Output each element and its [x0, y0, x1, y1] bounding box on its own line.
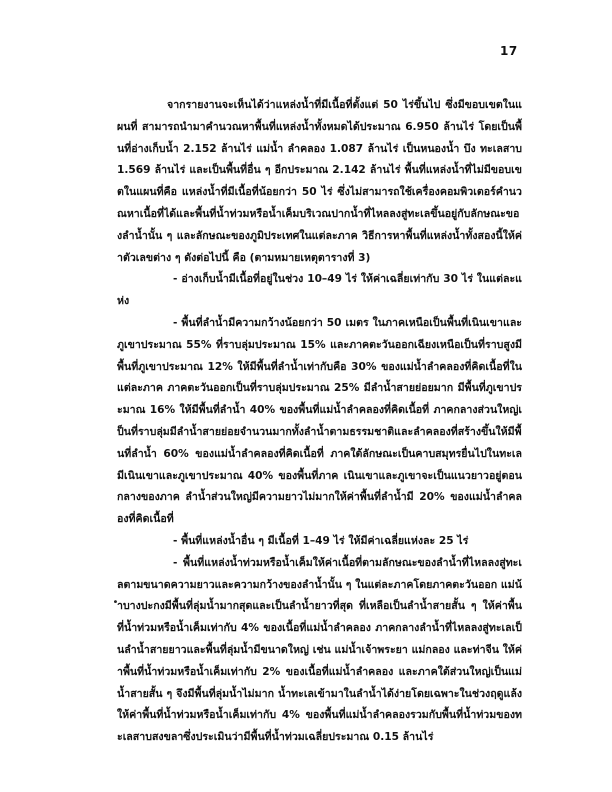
bullet-stream-area: - พื้นที่ลำน้ำมีความกว้างน้อยกว่า 50 เมตร ในภาคเหนือเป็นพื้นที่เนินเขาและภูเขาประมาณ 55% ที่ราบลุ่มประมาณ 15% และภาคตะวันออกเฉียงเหนือเป็นที่ราบสูงมีพื้นที่ภูเขาประมาณ 12% ให้มีพื้นที่ลำน้ำเท่ากับคือ 30% ของแม่น้ำลำคลองที่คิดเนื้อที่ในแต่ละภาค ภาคตะวันออกเป็นที่ราบลุ่มประมาณ 25% มีลำน้ำสายย่อยมาก มีพื้นที่ภูเขาประมาณ 16% ให้มีพื้นที่ลำน้ำ 40% ของพื้นที่แม่น้ำลำคลองที่คิดเนื้อที่ ภาคกลางส่วนใหญ่เป็นที่ราบลุ่มมีลำน้ำสายย่อยจำนวนมากทั้งลำน้ำตามธรรมชาติและลำคลองที่สร้างขึ้นให้มีพื้นที่ลำน้ำ 60% ของแม่น้ำลำคลองที่คิดเนื้อที่ ภาคใต้ลักษณะเป็นคาบสมุทรยื่นไปในทะเล มีเนินเขาและภูเขาประมาณ 40% ของพื้นที่ภาค เนินเขาและภูเขาจะเป็นแนวยาวอยู่ตอนกลางของภาค ลำน้ำส่วนใหญ่มีความยาวไม่มากให้ค่าพื้นที่ลำน้ำมี 20% ของแม่น้ำลำคลองที่คิดเนื้อที่ — [117, 316, 522, 526]
paragraph-summary: จากรายงานจะเห็นได้ว่าแหล่งน้ำที่มีเนื้อที่ตั้งแต่ 50 ไร่ขึ้นไป ซึ่งมีขอบเขตในแผนที่ สามารถนำมาคำนวณหาพื้นที่แหล่งน้ำทั้งหมดได้ประมาณ 6.950 ล้านไร่ โดยเป็นพื้นที่อ่างเก็บน้ำ 2.152 ล้านไร่ แม่น้ำ ลำคลอง 1.087 ล้านไร่ เป็นหนองน้ำ บึง ทะเลสาบ 1.569 ล้านไร่ และเป็นพื้นที่อื่น ๆ อีกประมาณ 2.142 ล้านไร่ พื้นที่แหล่งน้ำที่ไม่มีขอบเขตในแผนที่คือ แหล่งน้ำที่มีเนื้อที่น้อยกว่า 50 ไร่ ซึ่งไม่สามารถใช้เครื่องคอมพิวเตอร์คำนวณหาเนื้อที่ได้และพื้นที่น้ำท่วมหรือน้ำเค็มบริเวณปากน้ำที่ไหลลงสู่ทะเลขึ้นอยู่กับลักษณะของลำน้ำนั้น ๆ และลักษณะของภูมิประเทศในแต่ละภาค วิธีการหาพื้นที่แหล่งน้ำทั้งสองนี้ให้ค่าตัวเลขต่าง ๆ ดังต่อไปนี้ คือ (ตามหมายเหตุตารางที่ 3) — [117, 99, 522, 264]
bullet-reservoir: - อ่างเก็บน้ำมีเนื้อที่อยู่ในช่วง 10–49 ไร่ ให้ค่าเฉลี่ยเท่ากับ 30 ไร่ ในแต่ละแห่ง — [117, 273, 522, 308]
body-text — [117, 95, 522, 749]
bullet-other-water: - พื้นที่แหล่งน้ำอื่น ๆ มีเนื้อที่ 1–49 ไร่ ให้มีค่าเฉลี่ยแห่งละ 25 ไร่ — [173, 534, 469, 547]
page-number: 17 — [500, 44, 518, 58]
bullet-flood-salt-water: - พื้นที่แหล่งน้ำท่วมหรือน้ำเค็มให้ค่าเนื้อที่ตามลักษณะของลำน้ำที่ไหลลงสู่ทะเลตามขนาดความยาวและความกว้างของลำน้ำนั้น ๆ ในแต่ละภาคโดยภาคตะวันออก แม่น้ำบางปะกงมีพื้นที่ลุ่มน้ำมากสุดและเป็นลำน้ำยาวที่สุด ที่เหลือเป็นลำน้ำสายสั้น ๆ ให้ค่าพื้นที่น้ำท่วมหรือน้ำเค็มเท่ากับ 4% ของเนื้อที่แม่น้ำลำคลอง ภาคกลางลำน้ำที่ไหลลงสู่ทะเลเป็นลำน้ำสายยาวและพื้นที่ลุ่มน้ำมีขนาดใหญ่ เช่น แม่น้ำเจ้าพระยา แม่กลอง และท่าจีน ให้ค่าพื้นที่น้ำท่วมหรือน้ำเค็มเท่ากับ 2% ของเนื้อที่แม่น้ำลำคลอง และภาคใต้ส่วนใหญ่เป็นแม่น้ำสายสั้น ๆ จึงมีพื้นที่ลุ่มน้ำไม่มาก น้ำทะเลเข้ามาในลำน้ำได้ง่ายโดยเฉพาะในช่วงฤดูแล้ง ให้ค่าพื้นที่น้ำท่วมหรือน้ำเค็มเท่ากับ 4% ของพื้นที่แม่น้ำลำคลองรวมกับพื้นที่น้ำท่วมของทะเลสาบสงขลาซึ่งประเมินว่ามีพื้นที่น้ำท่วมเฉลี่ยประมาณ 0.15 ล้านไร่ — [117, 556, 522, 744]
